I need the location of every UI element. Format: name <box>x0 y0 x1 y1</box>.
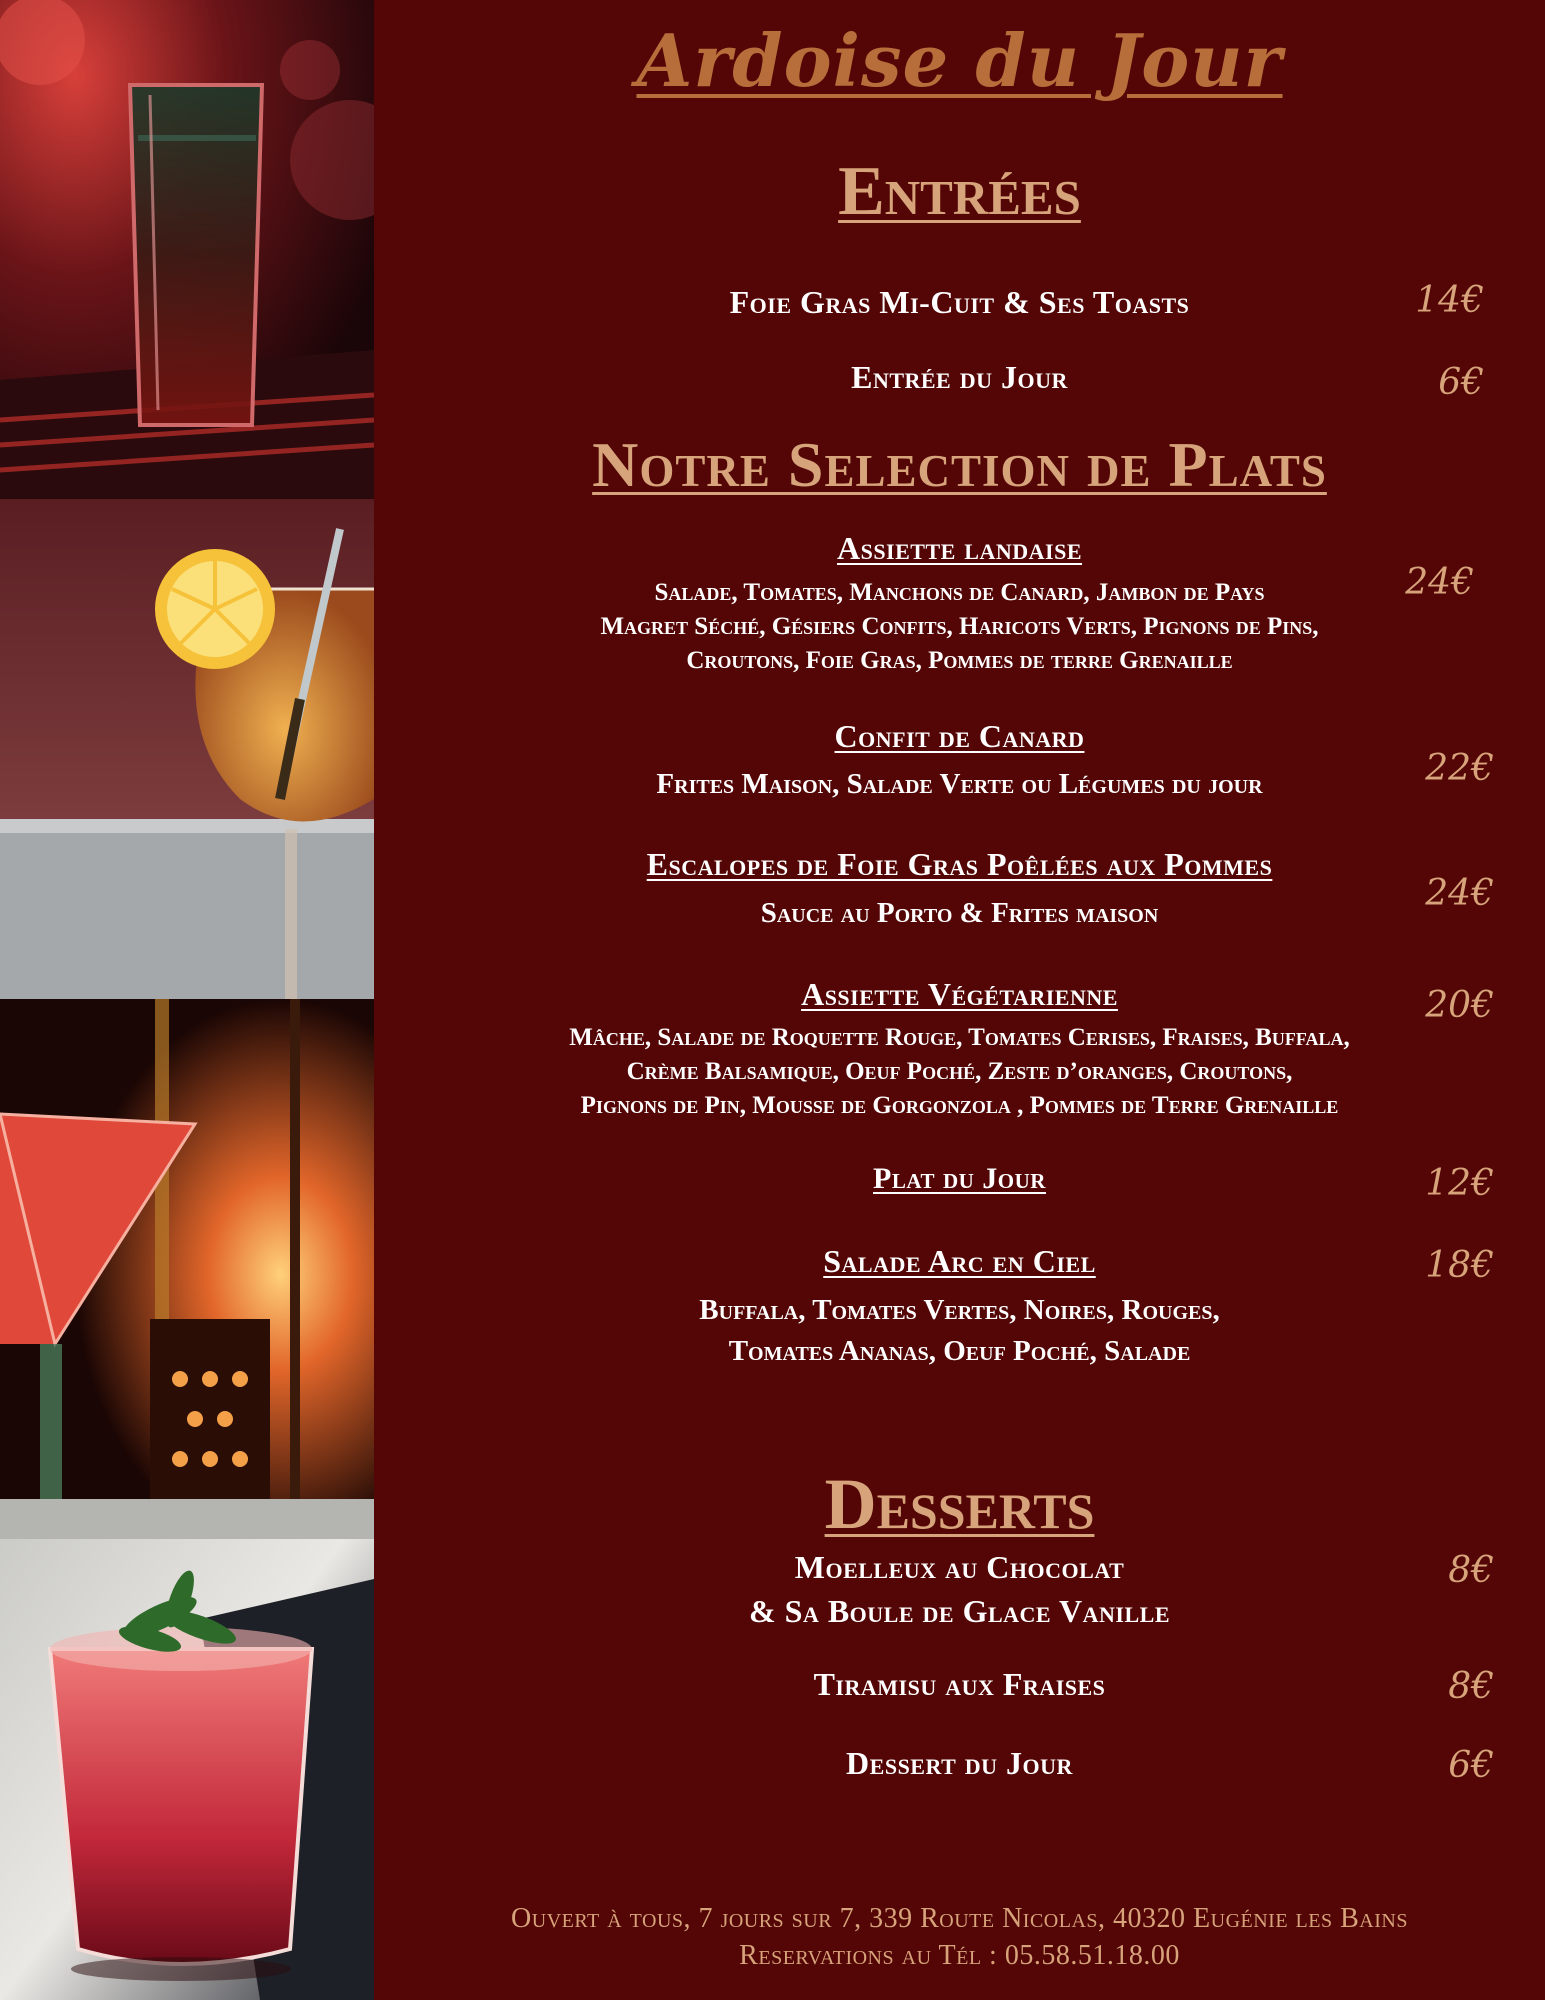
menu-item-price: 24€ <box>1425 873 1494 914</box>
menu-item-name: Escalopes de Foie Gras Poêlées aux Pommes <box>646 846 1273 882</box>
menu-item-name: Confit de Canard <box>834 718 1085 754</box>
menu-item-description <box>374 1021 1545 1123</box>
menu-item-name: Tiramisu aux Fraises <box>813 1666 1106 1702</box>
description-line: Croutons, Foie Gras, Pommes de terre Grenaille <box>686 647 1233 674</box>
description-line: Mâche, Salade de Roquette Rouge, Tomates Cerises, Fraises, Buffala, <box>569 1024 1350 1051</box>
menu-item-name: Assiette landaise <box>836 530 1083 566</box>
description-line: Frites Maison, Salade Verte ou Légumes du jour <box>656 768 1263 800</box>
menu-item-price: 24€ <box>1405 562 1474 603</box>
menu-item-price: 18€ <box>1425 1245 1494 1286</box>
menu-item-price: 20€ <box>1425 985 1494 1026</box>
description-line: Magret Séché, Gésiers Confits, Haricots Verts, Pignons de Pins, <box>600 613 1319 640</box>
menu-item-name: Foie Gras Mi-Cuit & Ses Toasts <box>729 284 1190 320</box>
menu-item-description <box>374 764 1545 805</box>
martini-candle-photo <box>0 999 374 1499</box>
menu-panel <box>374 0 1545 2000</box>
footer-address: Ouvert à tous, 7 jours sur 7, 339 Route Nicolas, 40320 Eugénie les Bains <box>511 1903 1408 1934</box>
description-line: Tomates Ananas, Oeuf Poché, Salade <box>728 1335 1191 1367</box>
entrees-heading: Entrées <box>838 153 1081 230</box>
menu-item-description <box>374 893 1545 934</box>
menu-item-price: 14€ <box>1415 280 1484 321</box>
menu-item-name: Assiette Végétarienne <box>801 976 1118 1012</box>
footer-reservations: Reservations au Tél : 05.58.51.18.00 <box>739 1940 1180 1971</box>
description-line: Crème Balsamique, Oeuf Poché, Zeste d’oranges, Croutons, <box>626 1058 1293 1085</box>
description-line: Salade, Tomates, Manchons de Canard, Jambon de Pays <box>654 579 1265 606</box>
item-name-line: Moelleux au Chocolat <box>794 1549 1125 1585</box>
plats-heading: Notre Selection de Plats <box>592 429 1327 500</box>
menu-item-price: 6€ <box>1438 362 1484 403</box>
menu-item-price: 22€ <box>1425 748 1494 789</box>
menu-item-name: Dessert du Jour <box>846 1745 1073 1781</box>
description-line: Buffala, Tomates Vertes, Noires, Rouges, <box>699 1294 1220 1326</box>
menu-item-description <box>374 1290 1545 1372</box>
desserts-heading: Desserts <box>824 1464 1095 1544</box>
menu-item-name: Entrée du Jour <box>851 359 1068 395</box>
item-name-line: & Sa Boule de Glace Vanille <box>749 1593 1170 1629</box>
menu-item-price: 8€ <box>1448 1550 1494 1591</box>
description-line: Pignons de Pin, Mousse de Gorgonzola , Pommes de Terre Grenaille <box>580 1092 1339 1119</box>
description-line: Sauce au Porto & Frites maison <box>760 897 1159 929</box>
menu-item-name: Salade Arc en Ciel <box>823 1243 1096 1279</box>
red-cocktail-photo <box>0 1499 374 2000</box>
menu-title: Ardoise du Jour <box>636 18 1283 103</box>
menu-item-name: Plat du Jour <box>873 1162 1046 1195</box>
menu-item-name <box>374 1545 1545 1633</box>
shot-glass-photo <box>0 0 374 499</box>
menu-item-price: 8€ <box>1448 1666 1494 1707</box>
spritz-glass-photo <box>0 499 374 999</box>
photo-strip <box>0 0 374 2000</box>
menu-item-price: 12€ <box>1425 1163 1494 1204</box>
menu-item-price: 6€ <box>1448 1745 1494 1786</box>
